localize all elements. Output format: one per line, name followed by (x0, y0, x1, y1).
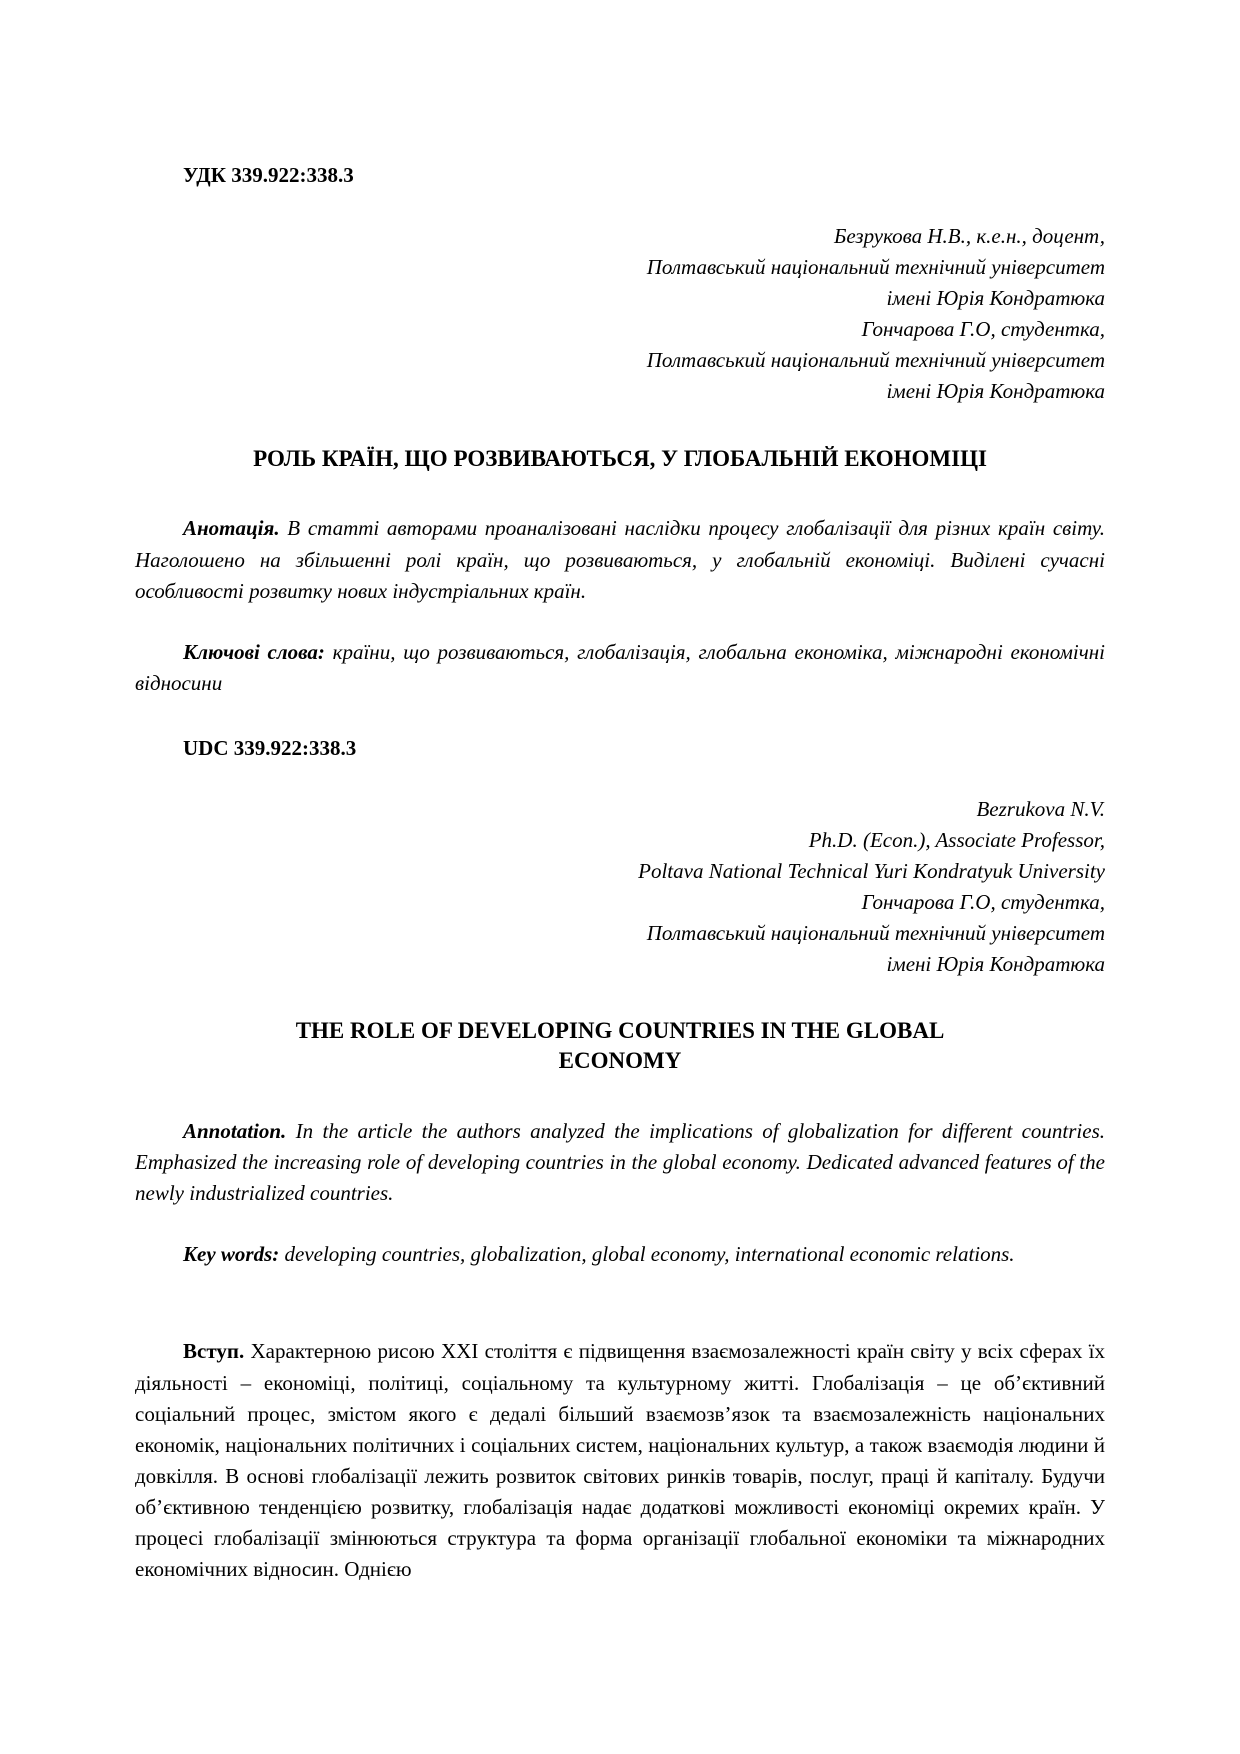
keywords-ua (135, 637, 1105, 699)
article-title-en: THE ROLE OF DEVELOPING COUNTRIES IN THE GLOBAL ECONOMY (295, 1018, 945, 1074)
article-title-ua: РОЛЬ КРАЇН, ЩО РОЗВИВАЮТЬСЯ, У ГЛОБАЛЬНІЙ ЕКОНОМІЦІ (253, 445, 987, 471)
annotation-en-label: Annotation. (183, 1119, 287, 1144)
author-line: Гончарова Г.О, студентка, (861, 317, 1105, 342)
udc-code-ua: УДК 339.922:338.3 (183, 163, 354, 187)
introduction-label: Вступ. (183, 1339, 245, 1364)
author-line: Bezrukova N.V. (976, 796, 1105, 821)
introduction-paragraph (135, 1336, 1105, 1585)
annotation-en (135, 1116, 1105, 1209)
annotation-ua-text: В статті авторами проаналізовані наслідки процесу глобалізації для різних країн світу. Наголошено на збільшенні ролі країн, що розвиваються, у глобальній економіці. Виділені сучасні особливості розвитку нових індустріальних країн. (135, 516, 1105, 603)
keywords-ua-text: країни, що розвиваються, глобалізація, глобальна економіка, міжнародні економічні відносини (135, 639, 1105, 695)
keywords-ua-label: Ключові слова: (183, 639, 325, 664)
author-line: Безрукова Н.В., к.е.н., доцент, (833, 224, 1105, 249)
keywords-en-text: developing countries, globalization, global economy, international economic relations. (284, 1242, 1015, 1267)
author-line: імені Юрія Кондратюка (886, 286, 1105, 311)
annotation-ua (135, 513, 1105, 606)
introduction-text: Характерною рисою ХХІ століття є підвищення взаємозалежності країн світу у всіх сферах їх діяльності – економіці, політиці, соціальному та культурному житті. Глобалізація – це об’єктивний соціальний процес, змістом якого є дедалі більший взаємозв’язок та взаємозалежність національних економік, національних політичних і соціальних систем, національних культур, а також взаємодія людини й довкілля. В основі глобалізації лежить розвиток світових ринків товарів, послуг, праці й капіталу. Будучи об’єктивною тенденцією розвитку, глобалізація надає додаткові можливості економіці окремих країн. У процесі глобалізації змінюються структура та форма організації глобальної економіки та міжнародних економічних відносин. Однією (135, 1339, 1105, 1582)
annotation-en-text: In the article the authors analyzed the implications of globalization for different countries. Emphasized the increasing role of developing countries in the global economy. Dedicated advanced features of the newly industrialized countries. (135, 1119, 1106, 1206)
authors-block-ua (135, 221, 1105, 407)
authors-block-en (135, 794, 1105, 980)
annotation-ua-label: Анотація. (183, 516, 280, 541)
author-line: Полтавський національний технічний університет (646, 348, 1105, 373)
author-line: Ph.D. (Econ.), Associate Professor, (808, 827, 1105, 852)
author-line: Полтавський національний технічний університет (646, 255, 1105, 280)
author-line: імені Юрія Кондратюка (886, 952, 1105, 977)
keywords-en-label: Key words: (183, 1242, 280, 1267)
author-line: Poltava National Technical Yuri Kondratyuk University (638, 859, 1105, 884)
keywords-en (135, 1239, 1105, 1270)
udc-code-en: UDC 339.922:338.3 (183, 735, 357, 760)
author-line: Полтавський національний технічний університет (646, 921, 1105, 946)
author-line: імені Юрія Кондратюка (886, 379, 1105, 404)
author-line: Гончарова Г.О, студентка, (861, 890, 1105, 915)
